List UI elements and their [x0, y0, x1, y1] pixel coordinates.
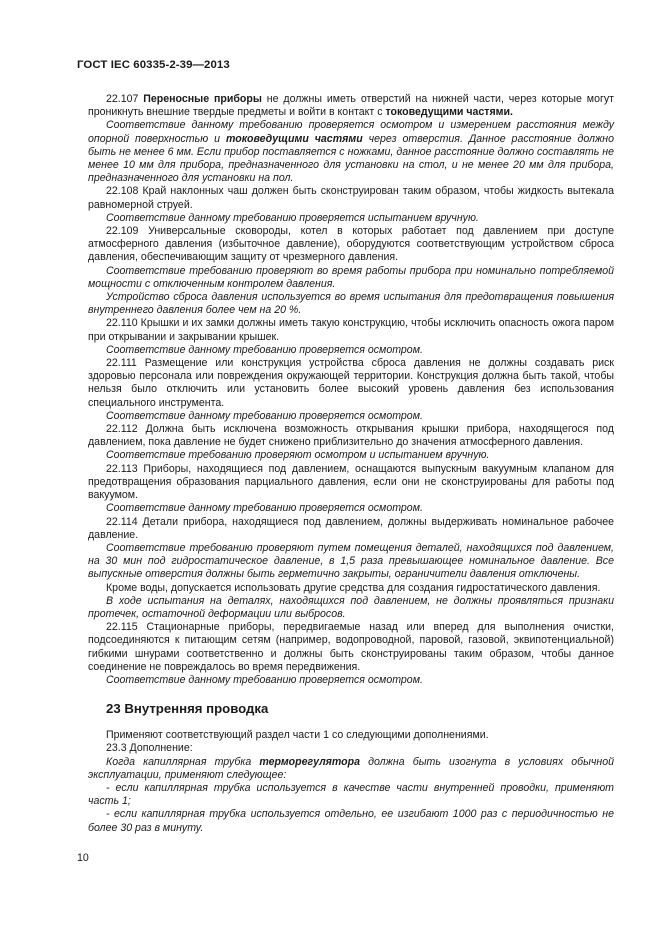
compliance-note — [88, 119, 614, 185]
compliance-note: Соответствие требованию проверяют осмотром и испытанием вручную. — [106, 449, 490, 462]
document-body — [88, 93, 614, 835]
compliance-note: Соответствие данному требованию проверяется испытанием вручную. — [106, 211, 479, 224]
compliance-note: Соответствие данному требованию проверяется осмотром. — [106, 673, 423, 686]
compliance-note — [88, 756, 614, 782]
list-item: - если капиллярная трубка используется отдельно, ее изгибают 1000 раз с периодичностью не более 30 раз в минуту. — [88, 808, 614, 834]
clause-22-108: 22.108 Край наклонных чаш должен быть сконструирован таким образом, чтобы жидкость вытекала равномерной струей. — [88, 185, 614, 211]
compliance-note: Соответствие данному требованию проверяется осмотром. — [106, 502, 423, 515]
clause-number: 22.107 — [106, 93, 144, 105]
clause-22-113: 22.113 Приборы, находящиеся под давлением, оснащаются выпускным вакуумным клапаном для предотвращения образования парциального давления, если они не сконструированы для работы под вакуумом. — [88, 462, 614, 502]
compliance-note: Соответствие требованию проверяют путем помещения деталей, находящихся под давлением, на 30 мин под гидростатическое давление, в 1,5 раза превышающее номинальное давление. Все выпускные отверстия должны быть герметично закрыты, ограничители давления отключены. — [88, 541, 614, 581]
body-paragraph: Применяют соответствующий раздел части 1 со следующими дополнениями. — [106, 729, 489, 742]
defined-term: терморегулятора — [259, 755, 361, 768]
body-paragraph: Кроме воды, допускается использовать другие средства для создания гидростатического давления. — [106, 581, 601, 594]
compliance-text: через отверстия. Данное расстояние должно быть не менее 6 мм. Если прибор поставляется с ножками, данное расстояние должно составлять не менее 10 мм для прибора, предназначенного для установки на стол, и не менее 20 мм для прибора, предназначенного для установки на пол. — [88, 132, 615, 185]
clause-22-115: 22.115 Стационарные приборы, передвигаемые назад или вперед для выполнения очистки, подсоединяются к питающим сетям (например, водопроводной, паровой, газовой, эквипотенциальной) гибкими шнурами соответственно и должны быть сконструированы таким образом, чтобы данное соединение не повреждалось во время передвижения. — [88, 621, 614, 673]
compliance-note: Соответствие требованию проверяют во время работы прибора при номинально потребляемой мощности с отключенным контролем давления. — [88, 264, 614, 290]
compliance-note: Соответствие данному требованию проверяется осмотром. — [106, 343, 423, 356]
section-heading: 23 Внутренняя проводка — [106, 701, 269, 717]
defined-term: токоведущими частями — [225, 132, 363, 145]
defined-term: токоведущими частями. — [385, 106, 513, 119]
compliance-note: Устройство сброса давления используется во время испытания для предотвращения повышения внутреннего давления более чем на 20 %. — [88, 291, 614, 317]
clause-22-109: 22.109 Универсальные сковороды, котел в которых работает под давлением при доступе атмосферного давления (избыточное давление), оборудуются соответствующим устройством сброса давления, обеспечивающим защиту от чрезмерного давления. — [88, 225, 614, 264]
clause-22-114: 22.114 Детали прибора, находящиеся под давлением, должны выдерживать номинальное рабочее давление. — [88, 515, 614, 541]
clause-text: не должны иметь отверстий на нижней части, через которые могут проникнуть внешние твердые предметы и войти в контакт с — [88, 93, 614, 119]
page-number: 10 — [77, 852, 89, 864]
document-header: ГОСТ IEC 60335-2-39—2013 — [77, 59, 230, 71]
compliance-note: Соответствие данному требованию проверяется осмотром. — [106, 409, 423, 422]
compliance-text: Соответствие данному требованию проверяется осмотром и измерением расстояния между опорной поверхностью и — [88, 119, 614, 145]
list-item: - если капиллярная трубка используется в качестве части внутренней проводки, применяют часть 1; — [88, 781, 614, 808]
defined-term: Переносные приборы — [143, 93, 262, 105]
clause-22-107 — [88, 93, 614, 119]
clause-22-112: 22.112 Должна быть исключена возможность открывания крышки прибора, находящегося под давлением, пока давление не будет снижено приблизительно до значения атмосферного давления. — [88, 423, 614, 449]
clause-23-3: 23.3 Дополнение: — [106, 742, 193, 755]
compliance-text: Когда капиллярная трубка — [106, 755, 260, 768]
clause-22-110: 22.110 Крышки и их замки должны иметь такую конструкцию, чтобы исключить опасность ожога паром при открывании и закрывании крышек. — [88, 317, 614, 343]
clause-22-111: 22.111 Размещение или конструкция устройства сброса давления не должны создавать риск здоровью персонала или повреждения окружающей территории. Конструкция должна быть такой, чтобы нельзя было отключить или установить более высокий уровень давления без использования специального инструмента. — [88, 357, 614, 409]
compliance-text: должна быть изогнута в условиях обычной эксплуатации, применяют следующее: — [88, 755, 614, 781]
compliance-note: В ходе испытания на деталях, находящихся под давлением, не должны проявляться признаки протечек, остаточной деформации или выбросов. — [88, 594, 614, 620]
